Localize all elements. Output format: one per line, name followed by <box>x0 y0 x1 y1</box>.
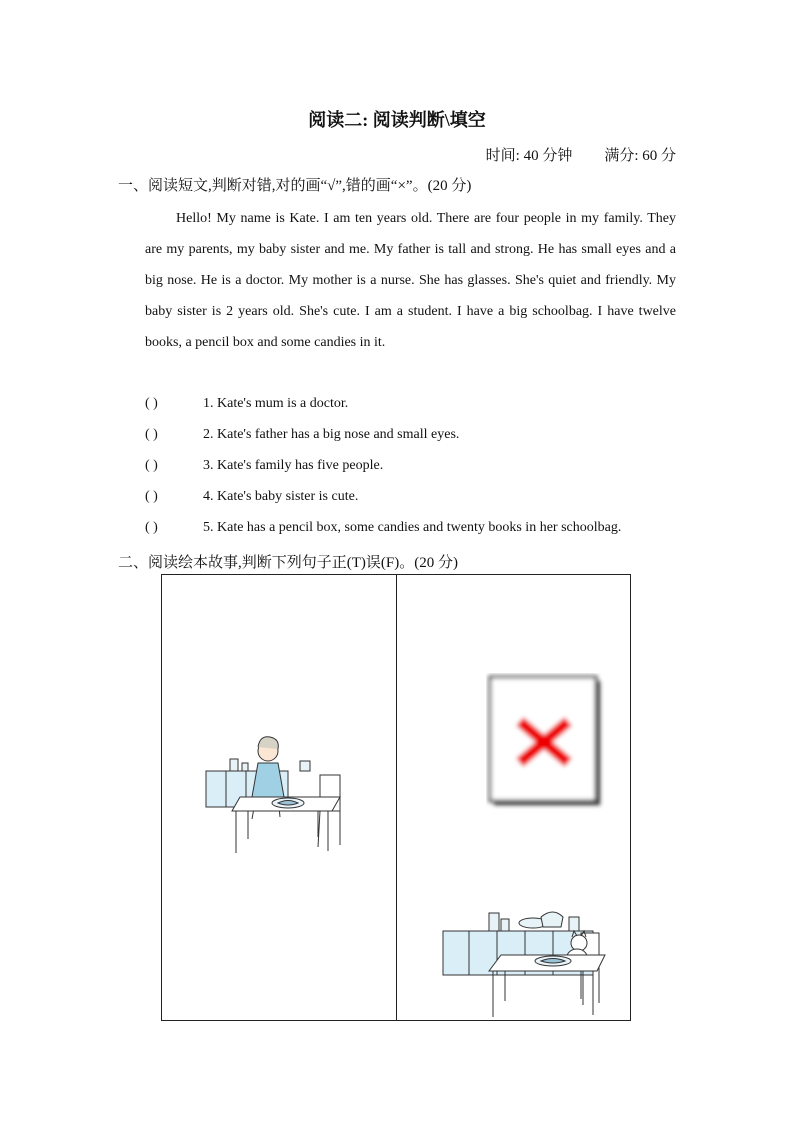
girl-washing-fish-illustration <box>200 735 350 860</box>
passage-text: Hello! My name is Kate. I am ten years old. There are four people in my family. They are my parents, my baby sister and me. My father is tall and strong. He has small eyes and a big nose. He is a doctor. My mother is a nurse. She has glasses. She's quiet and friendly. My baby sister is 2 years old. She's cute. I am a student. I have a big schoolbag. I have twelve books, a pencil box and some candies in it. <box>145 211 676 350</box>
picture-cell-left <box>162 575 396 1020</box>
answer-blank[interactable]: ( ) <box>145 396 158 411</box>
picture-story-table <box>161 574 631 1021</box>
full-score: 满分: 60 分 <box>604 148 676 164</box>
question-text: 3. Kate's family has five people. <box>203 458 384 473</box>
answer-blank[interactable]: ( ) <box>145 427 158 442</box>
question-text: 4. Kate's baby sister is cute. <box>203 489 359 504</box>
question-text: 1. Kate's mum is a doctor. <box>203 396 349 411</box>
question-5 <box>145 520 621 536</box>
section1-heading: 一、阅读短文,判断对错,对的画“√”,错的画“×”。(20 分) <box>118 178 472 194</box>
question-1 <box>145 396 348 412</box>
question-text: 5. Kate has a pencil box, some candies and twenty books in her schoolbag. <box>203 520 622 535</box>
page-title: 阅读二: 阅读判断\填空 <box>308 110 486 130</box>
time-limit: 时间: 40 分钟 <box>485 148 573 164</box>
question-2 <box>145 427 459 443</box>
answer-blank[interactable]: ( ) <box>145 520 158 535</box>
question-4 <box>145 489 358 505</box>
question-text: 2. Kate's father has a big nose and small eyes. <box>203 427 460 442</box>
picture-cell-right <box>396 575 631 1020</box>
answer-blank[interactable]: ( ) <box>145 458 158 473</box>
section2-heading: 二、阅读绘本故事,判断下列句子正(T)误(F)。(20 分) <box>118 555 458 571</box>
question-3 <box>145 458 383 474</box>
broken-image-icon <box>486 673 610 813</box>
reading-passage <box>145 203 676 358</box>
answer-blank[interactable]: ( ) <box>145 489 158 504</box>
cat-and-fish-illustration <box>441 901 611 1019</box>
exam-meta <box>486 144 676 165</box>
